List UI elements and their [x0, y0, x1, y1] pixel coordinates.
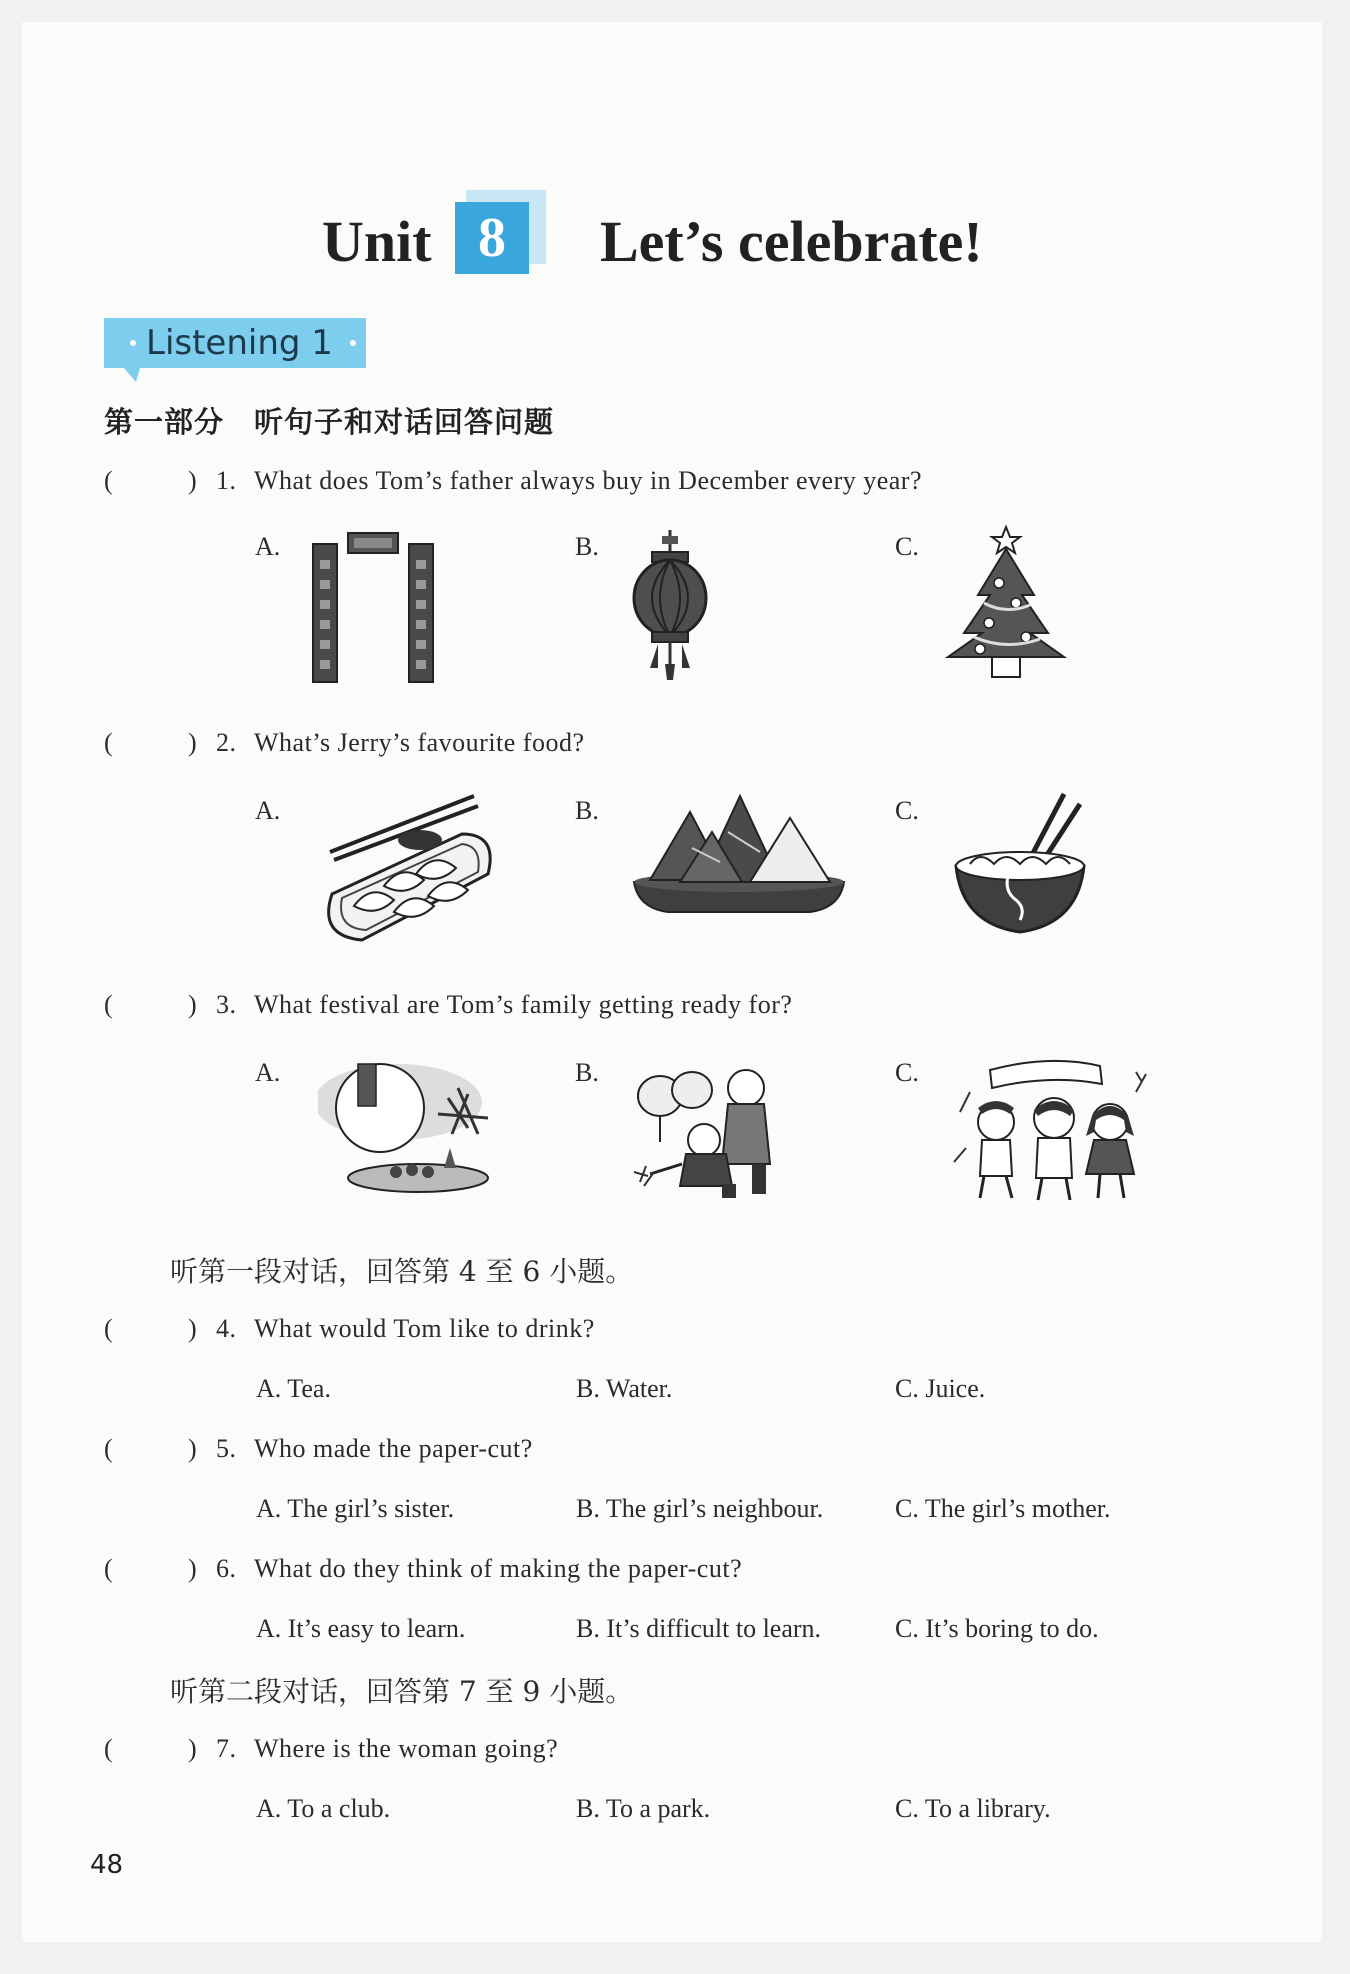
question-text: What do they think of making the paper-cut? [254, 1554, 743, 1583]
answer-paren-right: ) [188, 1314, 198, 1343]
answer-paren-right: ) [188, 1554, 198, 1583]
question-text: Who made the paper-cut? [254, 1434, 533, 1463]
title-text: Let’s celebrate! [600, 209, 983, 274]
page-background [22, 22, 1322, 1942]
question-number: 6. [216, 1554, 237, 1583]
option-b: B. It’s difficult to learn. [576, 1614, 822, 1643]
couplets-icon [308, 530, 440, 686]
school-celebration-icon [950, 1052, 1150, 1202]
option-b: B. Water. [576, 1374, 673, 1403]
question-text: What’s Jerry’s favourite food? [254, 728, 585, 757]
question-number: 5. [216, 1434, 237, 1463]
option-a: A. The girl’s sister. [256, 1494, 455, 1523]
option-label: B. [575, 532, 599, 561]
option-label: A. [255, 796, 281, 825]
question-text: What does Tom’s father always buy in December every year? [254, 466, 923, 495]
dumplings-icon [312, 794, 500, 944]
option-label: B. [575, 796, 599, 825]
answer-paren-right: ) [188, 728, 198, 757]
option-label: A. [255, 532, 281, 561]
question-text: What would Tom like to drink? [254, 1314, 595, 1343]
option-label: C. [895, 532, 919, 561]
answer-paren-left: ( [104, 1554, 114, 1583]
answer-paren-left: ( [104, 1314, 114, 1343]
part-title: 第一部分 听句子和对话回答问题 [104, 405, 555, 439]
option-a: A. It’s easy to learn. [256, 1614, 466, 1643]
question-text: What festival are Tom’s family getting ready for? [254, 990, 793, 1019]
lantern-icon [628, 528, 712, 684]
answer-paren-left: ( [104, 466, 114, 495]
noodles-icon [950, 790, 1090, 940]
unit-title [0, 198, 1350, 288]
question-number: 4. [216, 1314, 237, 1343]
option-c: C. The girl’s mother. [895, 1494, 1111, 1523]
listening-instruction: 听第一段对话，回答第 4 至 6 小题。 [170, 1255, 634, 1288]
question-number: 2. [216, 728, 237, 757]
section-tab-label: Listening 1 [146, 323, 333, 363]
option-label: B. [575, 1058, 599, 1087]
question-number: 3. [216, 990, 237, 1019]
question-number: 7. [216, 1734, 237, 1763]
option-c: C. To a library. [895, 1794, 1051, 1823]
option-b: B. The girl’s neighbour. [576, 1494, 824, 1523]
answer-paren-left: ( [104, 728, 114, 757]
answer-paren-left: ( [104, 1434, 114, 1463]
question-text: Where is the woman going? [254, 1734, 559, 1763]
option-a: A. To a club. [256, 1794, 391, 1823]
section-tab-listening [104, 318, 366, 368]
answer-paren-right: ) [188, 1434, 198, 1463]
answer-paren-right: ) [188, 990, 198, 1019]
option-label: A. [255, 1058, 281, 1087]
page-number: 48 [90, 1850, 124, 1880]
spring-festival-icon [630, 1054, 790, 1202]
tab-dot-icon [130, 340, 136, 346]
option-label: C. [895, 1058, 919, 1087]
mid-autumn-icon [318, 1058, 508, 1198]
option-label: C. [895, 796, 919, 825]
tab-dot-icon [350, 340, 356, 346]
option-b: B. To a park. [576, 1794, 711, 1823]
rice-dumplings-icon [630, 792, 848, 916]
christmas-tree-icon [944, 525, 1068, 681]
title-unit-word: Unit [322, 209, 432, 274]
listening-instruction: 听第二段对话，回答第 7 至 9 小题。 [170, 1675, 634, 1708]
option-c: C. It’s boring to do. [895, 1614, 1099, 1643]
option-a: A. Tea. [256, 1374, 331, 1403]
answer-paren-left: ( [104, 990, 114, 1019]
answer-paren-left: ( [104, 1734, 114, 1763]
answer-paren-right: ) [188, 1734, 198, 1763]
option-c: C. Juice. [895, 1374, 986, 1403]
answer-paren-right: ) [188, 466, 198, 495]
unit-number-badge: 8 [455, 202, 529, 274]
question-number: 1. [216, 466, 237, 495]
